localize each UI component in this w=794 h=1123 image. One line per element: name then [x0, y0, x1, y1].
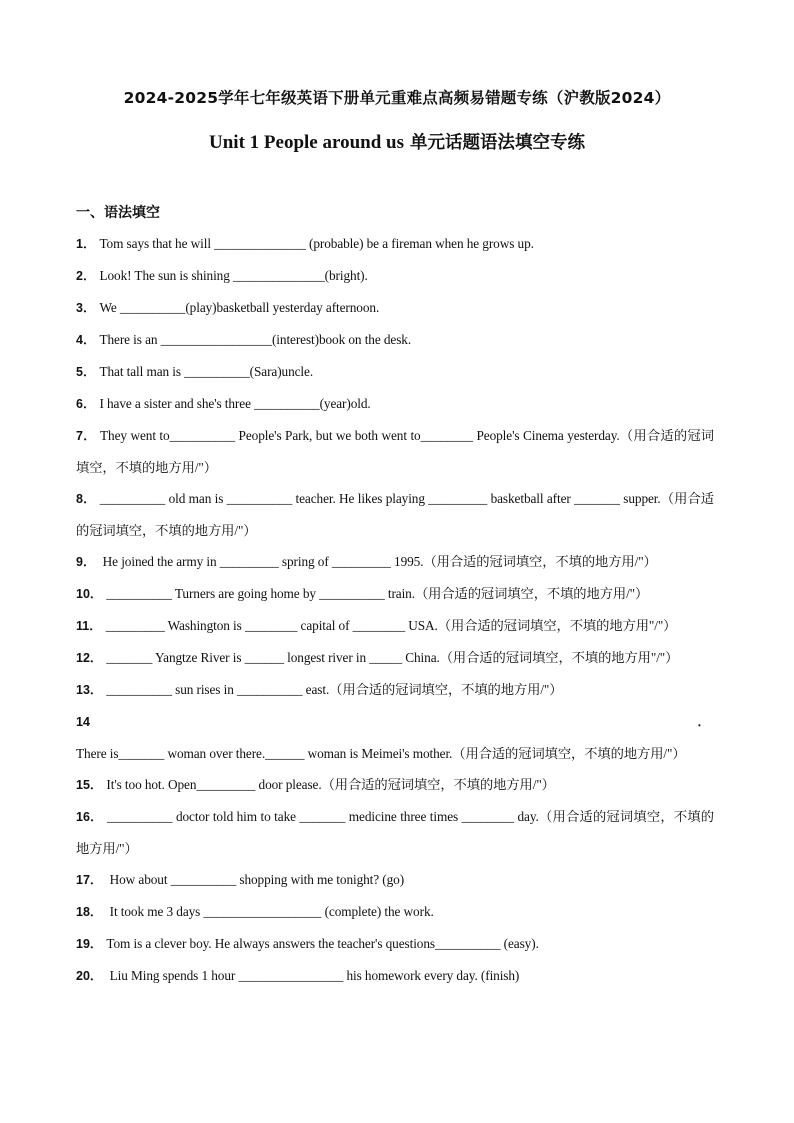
question-text: There is an _________________(interest)book on the desk. [99, 332, 412, 347]
question-text: __________ doctor told him to take _______ medicine three times ________ day.（用合适的冠词填空，不填的地方用/"） [76, 809, 714, 856]
question-item [76, 896, 714, 928]
question-item [76, 674, 714, 706]
question-number: 1． [76, 237, 96, 251]
question-number: 3． [76, 301, 96, 315]
question-item [76, 483, 714, 546]
question-text: I have a sister and she's three __________(year)old. [99, 396, 371, 411]
question-number: 20． [76, 969, 103, 983]
question-item [76, 420, 714, 483]
question-number: 8． [76, 492, 96, 506]
question-item [76, 388, 714, 420]
question-item [76, 546, 714, 578]
question-text: __________ old man is __________ teacher. He likes playing _________ basketball after _______ supper.（用合适的冠词填空，不填的地方用/"） [76, 491, 714, 538]
question-text: There is_______ woman over there.______ woman is Meimei's mother.（用合适的冠词填空，不填的地方用/"） [76, 746, 686, 761]
section-heading: 一、语法填空 [76, 205, 160, 221]
question-text: Tom says that he will ______________ (probable) be a fireman when he grows up. [99, 236, 534, 251]
question-item [76, 260, 714, 292]
question-text: Tom is a clever boy. He always answers the teacher's questions__________ (easy). [106, 936, 539, 951]
question-number: 6． [76, 397, 96, 411]
question-number: 7． [76, 429, 97, 443]
question-text: We __________(play)basketball yesterday afternoon. [99, 300, 380, 315]
question-number: 9． [76, 555, 96, 569]
question-item [76, 228, 714, 260]
question-number: 4． [76, 333, 96, 347]
question-item [76, 610, 714, 642]
question-number: 15． [76, 778, 103, 792]
question-list [76, 228, 714, 992]
question-text: It took me 3 days __________________ (complete) the work. [106, 904, 434, 919]
question-number: 19． [76, 937, 103, 951]
question-number: 5． [76, 365, 96, 379]
question-number: 16． [76, 810, 103, 824]
question-number: 13． [76, 683, 103, 697]
question-text: It's too hot. Open_________ door please.（用合适的冠词填空，不填的地方用/"） [106, 777, 555, 792]
question-item [76, 356, 714, 388]
unit-subtitle-cn: 单元话题语法填空专练 [409, 133, 585, 153]
question-item [76, 642, 714, 674]
question-item [76, 292, 714, 324]
question-item [76, 706, 714, 769]
question-text: __________ Turners are going home by __________ train.（用合适的冠词填空，不填的地方用/"） [106, 586, 649, 601]
question-text: _________ Washington is ________ capital of ________ USA.（用合适的冠词填空，不填的地方用"/"） [105, 618, 677, 633]
question-item [76, 960, 714, 992]
question-item [76, 801, 714, 864]
question-number: 11． [76, 619, 102, 633]
question-item [76, 928, 714, 960]
question-number: 12． [76, 651, 103, 665]
question-text: That tall man is __________(Sara)uncle. [99, 364, 314, 379]
unit-subtitle-en: Unit 1 People around us [209, 132, 404, 153]
question-text: They went to__________ People's Park, but we both went to________ People's Cinema yesterday.（用合适的冠词填空，不填的地方用/"） [76, 428, 715, 475]
question-text: __________ sun rises in __________ east.（用合适的冠词填空，不填的地方用/"） [106, 682, 563, 697]
question-text: Look! The sun is shining ______________(bright). [99, 268, 368, 283]
question-text: How about __________ shopping with me tonight? (go) [106, 872, 405, 887]
question-item [76, 769, 714, 801]
question-number: 18． [76, 905, 103, 919]
worksheet-title: 2024-2025学年七年级英语下册单元重难点高频易错题专练（沪教版2024） [123, 89, 671, 107]
question-item [76, 578, 714, 610]
unit-subtitle [0, 129, 794, 154]
question-number: 14． [76, 715, 710, 729]
question-number: 10． [76, 587, 103, 601]
question-item [76, 864, 714, 896]
question-number: 17． [76, 873, 103, 887]
question-item [76, 324, 714, 356]
question-text: He joined the army in _________ spring of _________ 1995.（用合适的冠词填空，不填的地方用/"） [99, 554, 657, 569]
question-text: _______ Yangtze River is ______ longest river in _____ China.（用合适的冠词填空，不填的地方用"/"） [106, 650, 679, 665]
question-number: 2． [76, 269, 96, 283]
question-text: Liu Ming spends 1 hour ________________ his homework every day. (finish) [106, 968, 520, 983]
